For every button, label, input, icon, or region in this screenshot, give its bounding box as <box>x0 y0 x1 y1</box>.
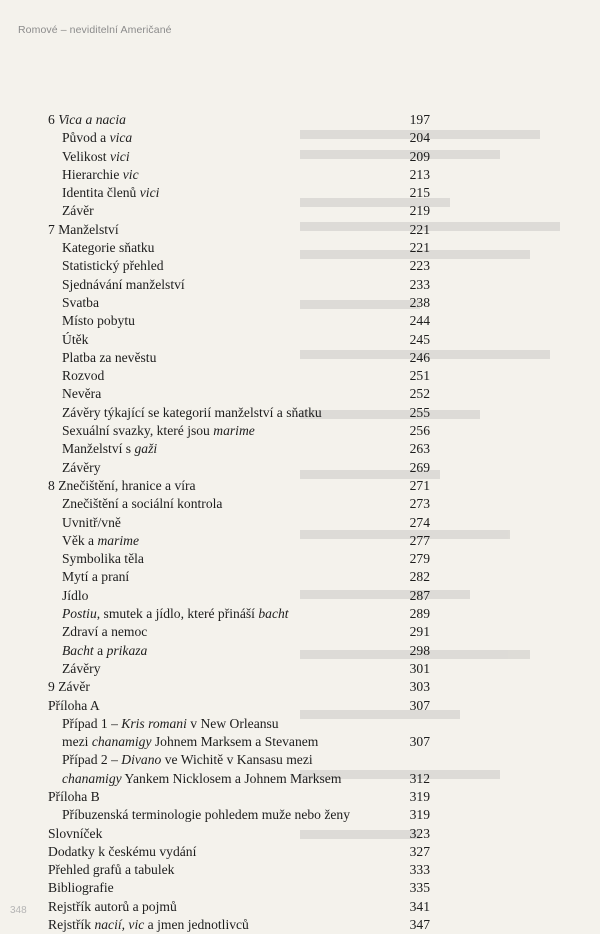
toc-entry-title-part: prikaza <box>106 642 148 658</box>
toc-entry <box>48 367 432 385</box>
toc-chapter <box>48 678 432 696</box>
toc-entry-page-number: 307 <box>409 697 430 713</box>
toc-entry-title <box>62 532 139 550</box>
toc-entry-title <box>62 514 121 532</box>
toc-entry-title-part: Útěk <box>62 331 89 347</box>
toc-entry <box>48 495 432 513</box>
toc-entry-title-part: chanamigy <box>62 770 122 786</box>
toc-entry-title <box>62 404 322 422</box>
toc-entry-title-part: Rozvod <box>62 368 105 384</box>
toc-entry <box>48 166 432 184</box>
toc-entry-title-part: Divano <box>121 752 162 768</box>
toc-entry-page-number: 221 <box>409 240 430 256</box>
toc-entry-title-part: Hierarchie <box>62 166 123 182</box>
toc-entry-page-number: 252 <box>409 386 430 402</box>
toc-entry-title <box>62 367 104 385</box>
toc-entry-page-number: 323 <box>409 825 430 841</box>
toc-entry-title-part: marime <box>213 423 255 439</box>
toc-entry-title-part: nacií, vic <box>94 917 145 933</box>
toc-entry-title <box>62 202 94 220</box>
toc-entry-title <box>62 184 159 202</box>
toc-entry-title-part: chanamigy <box>91 734 152 750</box>
toc-entry-title-part: Nevěra <box>62 386 102 402</box>
toc-entry-page-number: 303 <box>409 679 430 695</box>
toc-entry-title-part: Manželství s <box>62 441 135 457</box>
toc-entry <box>48 587 432 605</box>
toc-entry-title-part: Identita členů <box>62 185 140 201</box>
toc-entry-page-number: 335 <box>409 880 430 896</box>
toc-chapter <box>48 898 432 916</box>
toc-entry-title-part: marime <box>97 532 140 548</box>
toc-entry-title <box>62 715 279 733</box>
toc-entry-title-part: a jmen jednotlivců <box>144 917 249 933</box>
toc-entry-page-number: 282 <box>409 569 430 585</box>
toc-entry-title-part: Symbolika těla <box>62 551 144 567</box>
toc-entry-title-part: Sjednávání manželství <box>62 276 185 292</box>
toc-entry-title <box>62 459 101 477</box>
toc-entry-title <box>62 294 99 312</box>
toc-entry-title-part: Kris romani <box>121 715 187 731</box>
toc-entry-title-part: vica <box>109 130 133 146</box>
toc-entry-title-part: Kategorie sňatku <box>62 240 155 256</box>
toc-entry <box>48 184 432 202</box>
toc-entry-title <box>62 239 154 257</box>
toc-entry-title <box>62 422 255 440</box>
toc-entry-title <box>48 678 90 696</box>
toc-entry-page-number: 246 <box>409 349 430 365</box>
toc-entry-title <box>48 898 177 916</box>
toc-entry-title <box>62 587 88 605</box>
toc-entry-title-part: Dodatky k českému vydání <box>48 843 197 859</box>
toc-entry <box>48 294 432 312</box>
toc-entry-page-number: 244 <box>409 313 430 329</box>
toc-entry <box>48 202 432 220</box>
toc-entry-title <box>62 349 156 367</box>
toc-entry-title <box>62 495 222 513</box>
toc-entry-title-part: Bibliografie <box>48 880 114 896</box>
toc-entry <box>48 751 432 769</box>
toc-entry-title-part: Uvnitř/vně <box>62 514 121 530</box>
running-header: Romové – neviditelní Američané <box>18 24 172 36</box>
toc-entry-page-number: 269 <box>409 459 430 475</box>
toc-entry-title <box>62 440 157 458</box>
toc-entry-title <box>62 642 147 660</box>
toc-entry-page-number: 347 <box>409 917 430 933</box>
toc-entry-page-number: 327 <box>409 843 430 859</box>
toc-entry-page-number: 333 <box>409 862 430 878</box>
toc-entry <box>48 276 432 294</box>
toc-entry-page-number: 277 <box>409 532 430 548</box>
toc-entry-title-part: Místo pobytu <box>62 313 135 329</box>
page-number: 348 <box>10 905 27 916</box>
toc-entry <box>48 568 432 586</box>
toc-entry-title-part: ve Wichitě v Kansasu mezi <box>161 752 313 768</box>
toc-entry-title-part: Zdraví a nemoc <box>62 624 148 640</box>
toc-entry <box>48 459 432 477</box>
toc-entry-title-part: Rejstřík autorů a pojmů <box>48 898 177 914</box>
toc-entry-title-part: Mytí a praní <box>62 569 130 585</box>
toc-entry-title-part: gaži <box>134 441 158 457</box>
toc-entry-page-number: 287 <box>409 587 430 603</box>
toc-entry-title-part: Postiu <box>62 606 97 622</box>
toc-entry-page-number: 319 <box>409 807 430 823</box>
toc-chapter <box>48 221 432 239</box>
toc-chapter <box>48 697 432 715</box>
toc-entry-title-part: Slovníček <box>48 825 103 841</box>
toc-entry-title-part: vici <box>109 148 130 164</box>
toc-entry-title <box>62 166 139 184</box>
toc-entry-title <box>62 770 341 788</box>
toc-entry-title <box>48 825 102 843</box>
toc-entry-title-part: Sexuální svazky, které jsou <box>62 423 214 439</box>
toc-entry-title-part: Případ 1 – <box>62 715 122 731</box>
toc-entry-title-part: Platba za nevěstu <box>62 349 157 365</box>
toc-entry-page-number: 221 <box>409 221 430 237</box>
toc-entry-title-part: , smutek a jídlo, které přináší <box>96 606 259 622</box>
toc-entry-title-part: 9 Závěr <box>48 679 90 695</box>
toc-entry-title-part: Původ a <box>62 130 110 146</box>
toc-entry <box>48 349 432 367</box>
toc-entry-title-part: bacht <box>258 606 289 622</box>
toc-entry-title <box>48 843 196 861</box>
toc-entry-title-part: Velikost <box>62 148 110 164</box>
toc-entry-page-number: 209 <box>409 148 430 164</box>
toc-entry-title-part: 8 Znečištění, hranice a víra <box>48 477 196 493</box>
toc-entry <box>48 129 432 147</box>
toc-entry-title <box>62 331 88 349</box>
toc-entry-title-part: Bacht <box>62 642 94 658</box>
toc-entry-page-number: 279 <box>409 551 430 567</box>
toc-entry <box>48 385 432 403</box>
toc-entry-title-part: Příloha B <box>48 788 100 804</box>
toc-entry <box>48 422 432 440</box>
toc-entry-title <box>62 276 185 294</box>
toc-entry <box>48 623 432 641</box>
toc-entry-title-part: 7 Manželství <box>48 221 119 237</box>
toc-entry-title <box>62 605 289 623</box>
toc-entry-title <box>48 879 114 897</box>
toc-entry-title <box>48 916 249 934</box>
toc-entry-title-part: Johnem Marksem a Stevanem <box>151 734 319 750</box>
toc-entry-title <box>48 477 196 495</box>
toc-entry-page-number: 233 <box>409 276 430 292</box>
toc-entry-page-number: 219 <box>409 203 430 219</box>
toc-entry-title-part: Závěry týkající se kategorií manželství a sňatku <box>62 404 322 420</box>
toc-entry-page-number: 319 <box>409 788 430 804</box>
toc-entry-page-number: 197 <box>409 112 430 127</box>
toc-chapter <box>48 879 432 897</box>
toc-entry-page-number: 245 <box>409 331 430 347</box>
toc-entry-title-part: Závěry <box>62 459 101 475</box>
toc-entry-page-number: 215 <box>409 185 430 201</box>
toc-entry-title-part: v New Orleansu <box>186 715 279 731</box>
toc-entry <box>48 550 432 568</box>
toc-entry-title-part: Znečištění a sociální kontrola <box>62 496 223 512</box>
table-of-contents <box>48 111 432 934</box>
toc-entry-title <box>62 733 318 751</box>
toc-chapter <box>48 916 432 934</box>
toc-entry <box>48 404 432 422</box>
toc-entry-title-part: vic <box>122 166 139 182</box>
toc-entry <box>48 514 432 532</box>
toc-entry-page-number: 307 <box>409 734 430 750</box>
toc-entry-title-part: Přehled grafů a tabulek <box>48 862 175 878</box>
toc-entry-page-number: 255 <box>409 404 430 420</box>
toc-chapter <box>48 861 432 879</box>
toc-entry-title-part: Případ 2 – <box>62 752 122 768</box>
toc-entry-page-number: 291 <box>409 624 430 640</box>
toc-entry-title-part: Věk a <box>62 532 98 548</box>
toc-entry-title <box>48 788 100 806</box>
toc-entry-title-part: 6 <box>48 112 59 127</box>
toc-entry-title <box>62 385 101 403</box>
toc-entry <box>48 532 432 550</box>
toc-entry <box>48 257 432 275</box>
toc-entry-title <box>62 550 144 568</box>
toc-entry-page-number: 298 <box>409 642 430 658</box>
toc-chapter <box>48 111 432 129</box>
toc-entry-page-number: 289 <box>409 606 430 622</box>
toc-chapter <box>48 825 432 843</box>
toc-entry <box>48 770 432 788</box>
toc-entry <box>48 806 432 824</box>
toc-entry-page-number: 238 <box>409 294 430 310</box>
toc-entry-page-number: 263 <box>409 441 430 457</box>
toc-entry-title <box>62 623 147 641</box>
toc-entry <box>48 660 432 678</box>
toc-entry-page-number: 204 <box>409 130 430 146</box>
toc-entry-page-number: 271 <box>409 477 430 493</box>
toc-entry-title <box>62 751 313 769</box>
toc-entry-page-number: 301 <box>409 660 430 676</box>
toc-entry-page-number: 251 <box>409 368 430 384</box>
toc-entry-title-part: Rejstřík <box>48 917 95 933</box>
toc-entry-title-part: Příbuzenská terminologie pohledem muže nebo ženy <box>62 807 351 823</box>
toc-entry <box>48 440 432 458</box>
toc-entry <box>48 715 432 733</box>
toc-entry-page-number: 273 <box>409 496 430 512</box>
toc-entry-title <box>62 806 350 824</box>
toc-entry-page-number: 274 <box>409 514 430 530</box>
toc-entry <box>48 642 432 660</box>
toc-entry-title <box>62 257 164 275</box>
toc-entry <box>48 312 432 330</box>
toc-entry-title-part: Vica a nacia <box>58 112 126 127</box>
toc-entry-title-part: Svatba <box>62 294 99 310</box>
toc-entry-title <box>62 312 135 330</box>
toc-entry-title <box>62 568 129 586</box>
toc-entry-title-part: Závěr <box>62 203 94 219</box>
toc-chapter <box>48 788 432 806</box>
toc-entry-title <box>62 660 101 678</box>
toc-entry-title <box>62 129 132 147</box>
toc-entry-page-number: 256 <box>409 423 430 439</box>
toc-entry <box>48 605 432 623</box>
toc-entry-title <box>48 111 126 129</box>
toc-entry-title-part: mezi <box>62 734 92 750</box>
toc-entry-page-number: 213 <box>409 166 430 182</box>
toc-entry-title <box>62 148 130 166</box>
toc-entry-title-part: Statistický přehled <box>62 258 164 274</box>
toc-entry-title <box>48 861 174 879</box>
toc-entry-title <box>48 697 100 715</box>
toc-entry <box>48 148 432 166</box>
toc-entry <box>48 239 432 257</box>
toc-entry-page-number: 312 <box>409 770 430 786</box>
toc-entry-title-part: Yankem Nicklosem a Johnem Marksem <box>121 770 342 786</box>
toc-entry-page-number: 341 <box>409 898 430 914</box>
toc-entry-title <box>48 221 119 239</box>
toc-entry <box>48 733 432 751</box>
toc-entry-title-part: a <box>93 642 107 658</box>
toc-entry <box>48 331 432 349</box>
toc-entry-title-part: Příloha A <box>48 697 100 713</box>
toc-entry-title-part: Závěry <box>62 660 101 676</box>
toc-entry-page-number: 223 <box>409 258 430 274</box>
toc-chapter <box>48 843 432 861</box>
toc-entry-title-part: Jídlo <box>62 587 89 603</box>
toc-entry-title-part: vici <box>139 185 160 201</box>
toc-chapter <box>48 477 432 495</box>
